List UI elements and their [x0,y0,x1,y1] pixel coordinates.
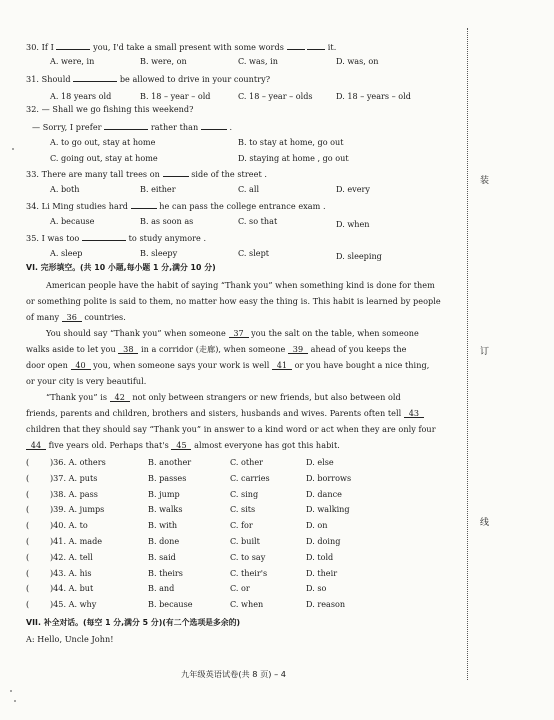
option-b: B. 18 – year – old [140,91,211,101]
question-stem: Li Ming studies hard [41,201,129,211]
side-mark-bottom: 线 [480,518,490,528]
cloze-option-c: C. for [230,520,253,531]
answer-paren: ( [26,488,30,499]
passage-line: of many 36 countries. [26,312,126,322]
cloze-option-d: D. doing [306,536,341,546]
passage-line: You should say “Thank you” when someone 37 you the salt on the table, when someone [46,328,419,338]
question-number: 35. [26,233,40,243]
section-title: VII. 补全对话。(每空 1 分,满分 5 分)(有二个选项是多余的) [26,618,241,627]
option-c: C. so that [238,216,278,226]
cloze-option-b: B. walks [148,504,183,515]
cloze-option-b: B. done [148,536,180,546]
cloze-option-d: D. reason [306,599,346,610]
question-stem: rather than [150,122,199,132]
cloze-option-c: C. carries [230,472,270,483]
question-number: 32. [26,104,40,114]
cloze-option-c: C. their's [230,567,268,578]
question-32-reply [32,121,232,133]
cloze-option-q: )42. A. tell [50,551,93,562]
option-d: D. every [336,184,370,194]
question-33 [26,168,267,180]
question-stem: it. [327,42,337,52]
question-stem: to study anymore . [128,233,207,243]
question-stem: There are many tall trees on [41,169,160,179]
option-d: D. 18 – years – old [336,91,411,101]
cloze-option-q: )39. A. jumps [50,504,105,515]
cloze-option-c: C. sing [230,488,259,499]
question-number: 33. [26,169,40,179]
option-d: D. sleeping [336,251,382,261]
answer-blank [73,73,117,82]
passage-line: door open 40 you, when someone says your work is well 41 or you have bought a nice thing, [26,360,430,370]
question-30 [26,41,336,53]
question-32 [26,104,194,115]
option-d: D. when [336,219,370,229]
option-b: B. to stay at home, go out [238,137,344,147]
answer-blank [307,41,325,50]
dialogue-line: A: Hello, Uncle John! [26,634,114,644]
option-b: B. as soon as [140,216,194,226]
scan-speck [12,148,14,150]
passage-line: children that they should say “Thank you” in answer to a kind word or act when they are only four [26,424,436,434]
cloze-option-q: )36. A. others [50,457,106,467]
answer-paren: ( [26,567,30,578]
cloze-option-q: )43. A. his [50,567,92,578]
answer-paren: ( [26,504,30,515]
cloze-option-d: D. borrows [306,472,352,483]
blank-number: 38 [118,344,138,354]
blank-number: 44 [26,440,46,450]
question-number: 31. [26,74,40,84]
question-stem: Should [41,74,71,84]
option-a: A. 18 years old [50,91,112,101]
cloze-option-q: )41. A. made [50,536,103,546]
answer-blank [201,121,227,130]
answer-paren: ( [26,457,30,467]
cloze-option-q: )44. A. but [50,583,94,594]
blank-number: 37 [229,328,249,338]
passage-line: or something polite is said to them, no matter how easy the thing is. This habit is learned by people [26,296,441,306]
option-c: C. going out, stay at home [50,153,158,163]
answer-paren: ( [26,536,30,546]
passage-line: American people have the habit of saying “Thank you” when something kind is done for them [46,280,435,290]
option-c: C. slept [238,248,270,258]
option-d: D. was, on [336,56,379,66]
answer-paren: ( [26,520,30,531]
cloze-option-b: B. jump [148,488,180,499]
cloze-option-b: B. said [148,551,176,562]
blank-number: 42 [110,392,130,402]
answer-paren: ( [26,583,30,594]
question-stem: . [229,122,233,132]
passage-line: “Thank you” is 42 not only between strangers or new friends, but also between old [46,392,401,402]
cloze-option-b: B. because [148,599,193,610]
answer-blank [163,168,189,177]
cloze-option-d: D. walking [306,504,350,515]
side-mark-middle: 订 [480,347,490,357]
cloze-option-q: )38. A. pass [50,488,98,499]
passage-line: friends, parents and children, brothers and sisters, husbands and wives. Parents often tell 43 [26,408,424,419]
option-b: B. either [140,184,176,194]
blank-number: 43 [404,408,424,418]
cloze-option-b: B. and [148,583,175,594]
cloze-option-d: D. so [306,583,327,594]
question-stem: If I [41,42,54,52]
answer-blank [56,41,90,50]
cloze-option-b: B. theirs [148,567,183,578]
cloze-option-b: B. another [148,457,192,467]
cloze-option-q: )37. A. puts [50,472,98,483]
cloze-option-d: D. their [306,567,338,578]
question-stem: he can pass the college entrance exam . [159,201,326,211]
question-31 [26,73,270,85]
option-a: A. were, in [50,56,95,66]
answer-blank [131,200,157,209]
option-c: C. all [238,184,260,194]
answer-blank [82,232,126,241]
answer-paren: ( [26,472,30,483]
blank-number: 45 [171,440,191,450]
cloze-option-c: C. to say [230,551,266,562]
question-35 [26,232,206,244]
answer-blank [104,121,148,130]
question-34 [26,200,326,212]
question-stem: be allowed to drive in your country? [119,74,271,84]
passage-line: or your city is very beautiful. [26,376,147,386]
cloze-option-b: B. with [148,520,178,531]
cloze-option-d: D. dance [306,488,342,499]
question-stem: — Shall we go fishing this weekend? [41,104,194,114]
question-number: 34. [26,201,40,211]
blank-number: 36 [62,312,82,322]
passage-line: walks aside to let you 38 in a corridor (走廊), when someone 39 ahead of you keeps the [26,344,407,354]
option-a: A. sleep [50,248,83,258]
blank-number: 40 [71,360,91,370]
section-title: VI. 完形填空。(共 10 小题,每小题 1 分,满分 10 分) [26,263,216,272]
scan-speck [14,700,16,702]
passage-line: 44 five years old. Perhaps that's 45 almost everyone has got this habit. [26,440,340,451]
cloze-option-c: C. when [230,599,264,610]
cloze-option-c: C. or [230,583,250,594]
cloze-option-q: )45. A. why [50,599,97,610]
page-footer: 九年级英语试卷(共 8 页) – 4 [181,669,286,679]
cloze-option-q: )40. A. to [50,520,88,531]
cloze-option-c: C. sits [230,504,256,515]
cloze-option-b: B. passes [148,472,187,483]
blank-number: 41 [272,360,292,370]
option-b: B. were, on [140,56,187,66]
option-b: B. sleepy [140,248,178,258]
option-d: D. staying at home , go out [238,153,349,163]
side-mark-top: 装 [480,176,490,186]
cloze-option-d: D. told [306,551,334,562]
question-stem: side of the street . [191,169,268,179]
question-stem: I was too [41,233,80,243]
cloze-option-d: D. else [306,457,334,467]
answer-paren: ( [26,599,30,610]
blank-number: 39 [288,344,308,354]
question-number: 30. [26,42,40,52]
cloze-option-d: D. on [306,520,328,531]
question-stem: you, I'd take a small present with some words [93,42,284,52]
answer-blank [287,41,305,50]
option-a: A. both [50,184,80,194]
cloze-option-c: C. other [230,457,264,467]
scan-speck [10,690,12,692]
option-a: A. because [50,216,95,226]
cloze-option-c: C. built [230,536,260,546]
answer-paren: ( [26,551,30,562]
binding-dotted-line [467,28,468,680]
option-c: C. 18 – year – olds [238,91,313,101]
option-a: A. to go out, stay at home [50,137,156,147]
option-c: C. was, in [238,56,278,66]
question-stem: — Sorry, I prefer [32,122,102,132]
